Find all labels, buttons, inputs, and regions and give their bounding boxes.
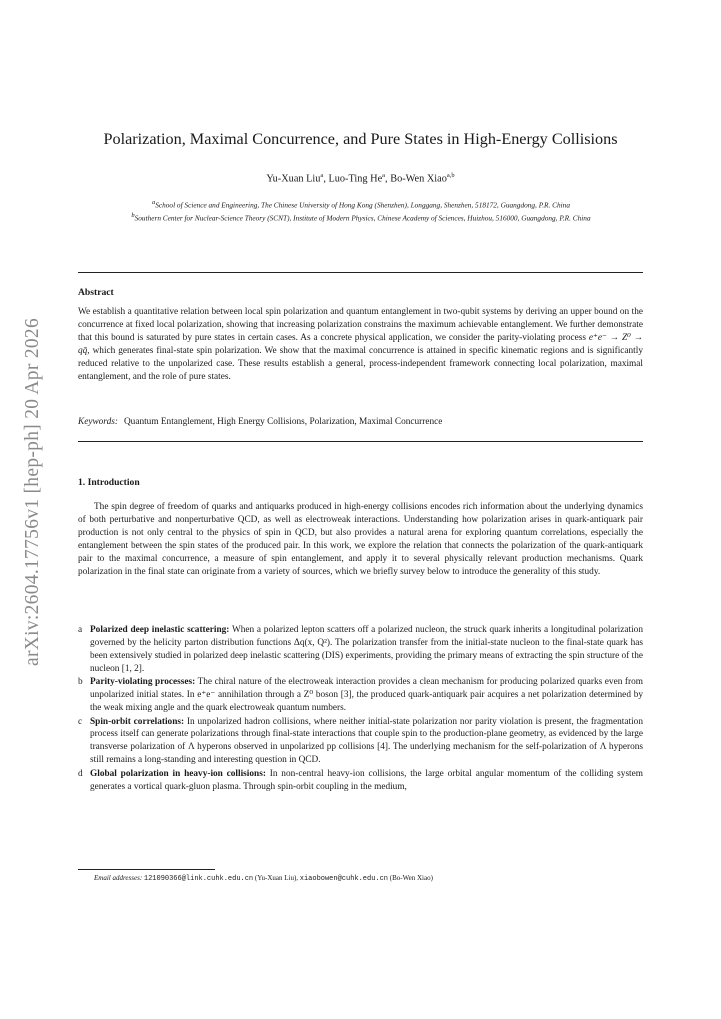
list-item-text: In non-central heavy-ion collisions, the large orbital angular momentum of the colliding system generates a vortical quark-gluon plasma. Through spin-orbit coupling in the medium, xyxy=(90,768,643,792)
arxiv-identifier: arXiv:2604.17756v1 [hep-ph] 20 Apr 2026 xyxy=(22,317,43,666)
process-formula: e⁺e⁻ → Z⁰ → qq̄ xyxy=(78,332,644,356)
list-marker: c xyxy=(78,716,83,727)
list-item-heading: Parity-violating processes: xyxy=(90,677,196,688)
author-affiliation-mark: a xyxy=(382,172,386,179)
list-item xyxy=(78,716,643,768)
list-item-text: The chiral nature of the electroweak interaction provides a clean mechanism for producing polarized quarks even from unpolarized initial states. In e⁺e⁻ annihilation through a Z⁰ boson [3], the produced quark-antiquark pair acquires a net polarization determined by the weak mixing angle and the quark electroweak quantum numbers. xyxy=(90,677,643,714)
list-item xyxy=(78,624,643,676)
abstract-text xyxy=(78,306,643,383)
author-list xyxy=(0,172,721,184)
author-separator: , xyxy=(385,173,391,185)
affiliation-text: Southern Center for Nuclear-Science Theory (SCNT), Institute of Modern Physics, Chinese Academy of Sciences, Huizhou, 516000, Guangdong, P.R. China xyxy=(134,213,591,223)
list-item-text: When a polarized lepton scatters off a polarized nucleon, the struck quark inherits a longitudinal polarization governed by the helicity parton distribution functions Δq(x, Q²). The polarization transfer from the initial-state nucleon to the final-state quark has been extensively studied in polarized deep inelastic scattering (DIS) experiments, providing the primary means of extracting the spin structure of the nucleon [1, 2]. xyxy=(90,625,643,674)
list-item-heading: Spin-orbit correlations: xyxy=(90,716,185,727)
list-item-heading: Global polarization in heavy-ion collisions: xyxy=(90,768,266,779)
author-name: Bo-Wen Xiao xyxy=(390,173,447,185)
section-heading: 1. Introduction xyxy=(78,477,140,488)
list-item-heading: Polarized deep inelastic scattering: xyxy=(90,625,230,635)
abstract-part1: We establish a quantitative relation between local spin polarization and quantum entanglement in two-qubit systems by deriving an upper bound on the concurrence at fixed local polarization, showing that increasing polarization constrains the maximum achievable entanglement. We further demonstrate that this bound is saturated by pure states in certain cases. As a concrete physical application, we consider the parity-violating process xyxy=(78,307,643,343)
keywords: Quantum Entanglement, High Energy Collisions, Polarization, Maximal Concurrence xyxy=(123,417,443,427)
paper-title: Polarization, Maximal Concurrence, and Pure States in High-Energy Collisions xyxy=(103,130,618,148)
email-owner: (Bo-Wen Xiao) xyxy=(389,874,433,882)
email-link[interactable]: 121090366@link.cuhk.edu.cn xyxy=(143,875,254,883)
affiliation-a xyxy=(80,197,642,210)
footnote-label: Email addresses: xyxy=(94,874,143,882)
list-marker: a xyxy=(78,625,83,635)
email-owner: (Yu-Xuan Liu), xyxy=(254,874,299,882)
list-item xyxy=(78,676,643,715)
abstract-bottom-rule xyxy=(78,441,643,442)
intro-paragraph: The spin degree of freedom of quarks and antiquarks produced in high-energy collisions encodes rich information about the underlying dynamics of both perturbative and nonperturbative QCD, as well as electroweak interactions. Understanding how polarization arises in quark-antiquark pair production is not only central to the physics of spin in QCD, but also provides a natural arena for exploring quantum correlations, especially the entanglement between the spin states of the produced pair. In this work, we explore the relation that connects the polarization of the quark-antiquark pair to the maximal concurrence, a measure of spin entanglement, and apply it to several physically relevant production mechanisms. Quark polarization in the final state can originate from a variety of sources, which we briefly survey below to introduce the generality of this study. xyxy=(78,502,643,577)
list-item-text: In unpolarized hadron collisions, where neither initial-state polarization nor parity violation is present, the fragmentation process itself can generate polarizations through final-state interactions that couple spin to the production-plane geometry, as evidenced by the large transverse polarization of Λ hyperons observed in unpolarized pp collisions [4]. The underlying mechanism for the self-polarization of Λ hyperons still remains a long-standing and interesting question in QCD. xyxy=(90,716,643,766)
keywords-line xyxy=(78,417,442,427)
author-name: Luo-Ting He xyxy=(328,173,383,185)
abstract-heading: Abstract xyxy=(78,287,114,298)
list-item xyxy=(78,768,643,794)
footnote xyxy=(94,874,433,883)
polarization-sources-list xyxy=(78,624,643,794)
author-separator: , xyxy=(323,173,329,185)
affiliations xyxy=(80,197,642,224)
affiliation-text: School of Science and Engineering, The Chinese University of Hong Kong (Shenzhen), Longgang, Shenzhen, 518172, Guangdong, P.R. China xyxy=(155,200,570,210)
author-name: Yu-Xuan Liu xyxy=(266,173,321,185)
list-marker: d xyxy=(78,768,83,779)
footnote-rule xyxy=(78,869,215,870)
abstract-top-rule xyxy=(78,272,643,273)
abstract-part2: , which generates final-state spin polarization. We show that the maximal concurrence is attained in specific kinematic regions and is significantly reduced relative to the unpolarized case. These results establish a general, process-independent framework connecting local polarization, maximal entanglement, and the role of pure states. xyxy=(78,345,643,382)
author-affiliation-mark: a,b xyxy=(446,172,455,179)
email-link[interactable]: xiaobowen@cuhk.edu.cn xyxy=(299,875,388,883)
affiliation-mark: b xyxy=(131,212,135,220)
affiliation-mark: a xyxy=(152,199,156,206)
affiliation-b xyxy=(80,210,642,223)
arxiv-stamp xyxy=(22,296,44,666)
list-marker: b xyxy=(78,677,83,688)
keywords-label: Keywords: xyxy=(78,417,118,427)
author-affiliation-mark: a xyxy=(320,172,324,179)
